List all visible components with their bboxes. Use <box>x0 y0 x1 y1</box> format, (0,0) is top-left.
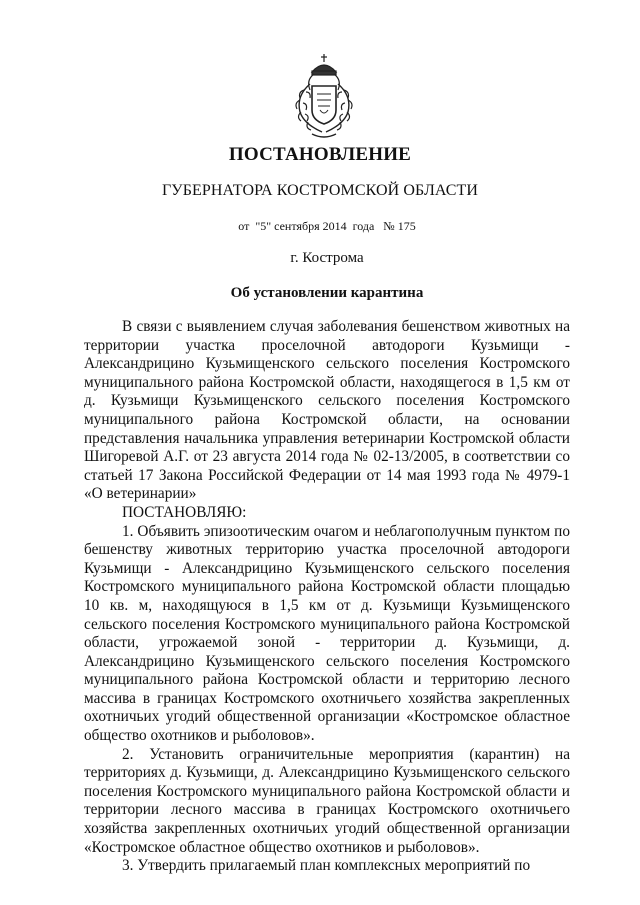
document-issuer: ГУБЕРНАТОРА КОСТРОМСКОЙ ОБЛАСТИ <box>161 182 479 199</box>
coat-of-arms-icon <box>282 50 366 142</box>
document-date-number: от "5" сентября 2014 года № 175 <box>238 219 416 233</box>
item-1-paragraph: 1. Объявить эпизоотическим очагом и неблагополучным пунктом по бешенству животных территорию участка проселочной автодороги Кузьмищи - Александрицино Кузьмищенского сельского поселения Костромского муниципального района Костромской области площадью 10 кв. м, находящуюся в 1,5 км от д. Кузьмищи Кузьмищенского сельского поселения Костромского муниципального района Костромской области, угрожаемой зоной - территории д. Кузьмищи, д. Александрицино Кузьмищенского сельского поселения Костромского муниципального района Костромской области и территорию лесного массива в границах Костромского охотничьего хозяйства закрепленных охотничьих угодий общественной организации «Костромское областное общество охотников и рыболовов». <box>84 522 570 745</box>
document-city: г. Кострома <box>290 250 364 266</box>
preamble-paragraph: В связи с выявлением случая заболевания бешенством животных на территории участка проселочной автодороги Кузьмищи - Александрицино Кузьмищенского сельского поселения Костромского муниципального района Костромской области, находящегося в 1,5 км от д. Кузьмищи Кузьмищенского сельского поселения Костромского муниципального района Костромской области, на основании представления начальника управления ветеринарии Костромской области Шигоревой А.Г. от 23 августа 2014 года № 02-13/2005, в соответствии со статьей 17 Закона Российской Федерации от 14 мая 1993 года № 4979-1 «О ветеринарии» <box>84 318 570 503</box>
document-heading: Об установлении карантина <box>230 285 424 301</box>
item-3-paragraph: 3. Утвердить прилагаемый план комплексных мероприятий по <box>122 857 531 875</box>
item-2-paragraph: 2. Установить ограничительные мероприятия (карантин) на территориях д. Кузьмищи, д. Александрицино Кузьмищенского сельского поселения Костромского муниципального района Костромской области и территории лесного массива в границах Костромского охотничьего хозяйства закрепленных охотничьих угодий общественной организации «Костромское областное общество охотников и рыболовов». <box>84 745 570 856</box>
decree-word: ПОСТАНОВЛЯЮ: <box>122 503 247 521</box>
document-title: ПОСТАНОВЛЕНИЕ <box>228 144 412 165</box>
document-body <box>84 318 570 876</box>
